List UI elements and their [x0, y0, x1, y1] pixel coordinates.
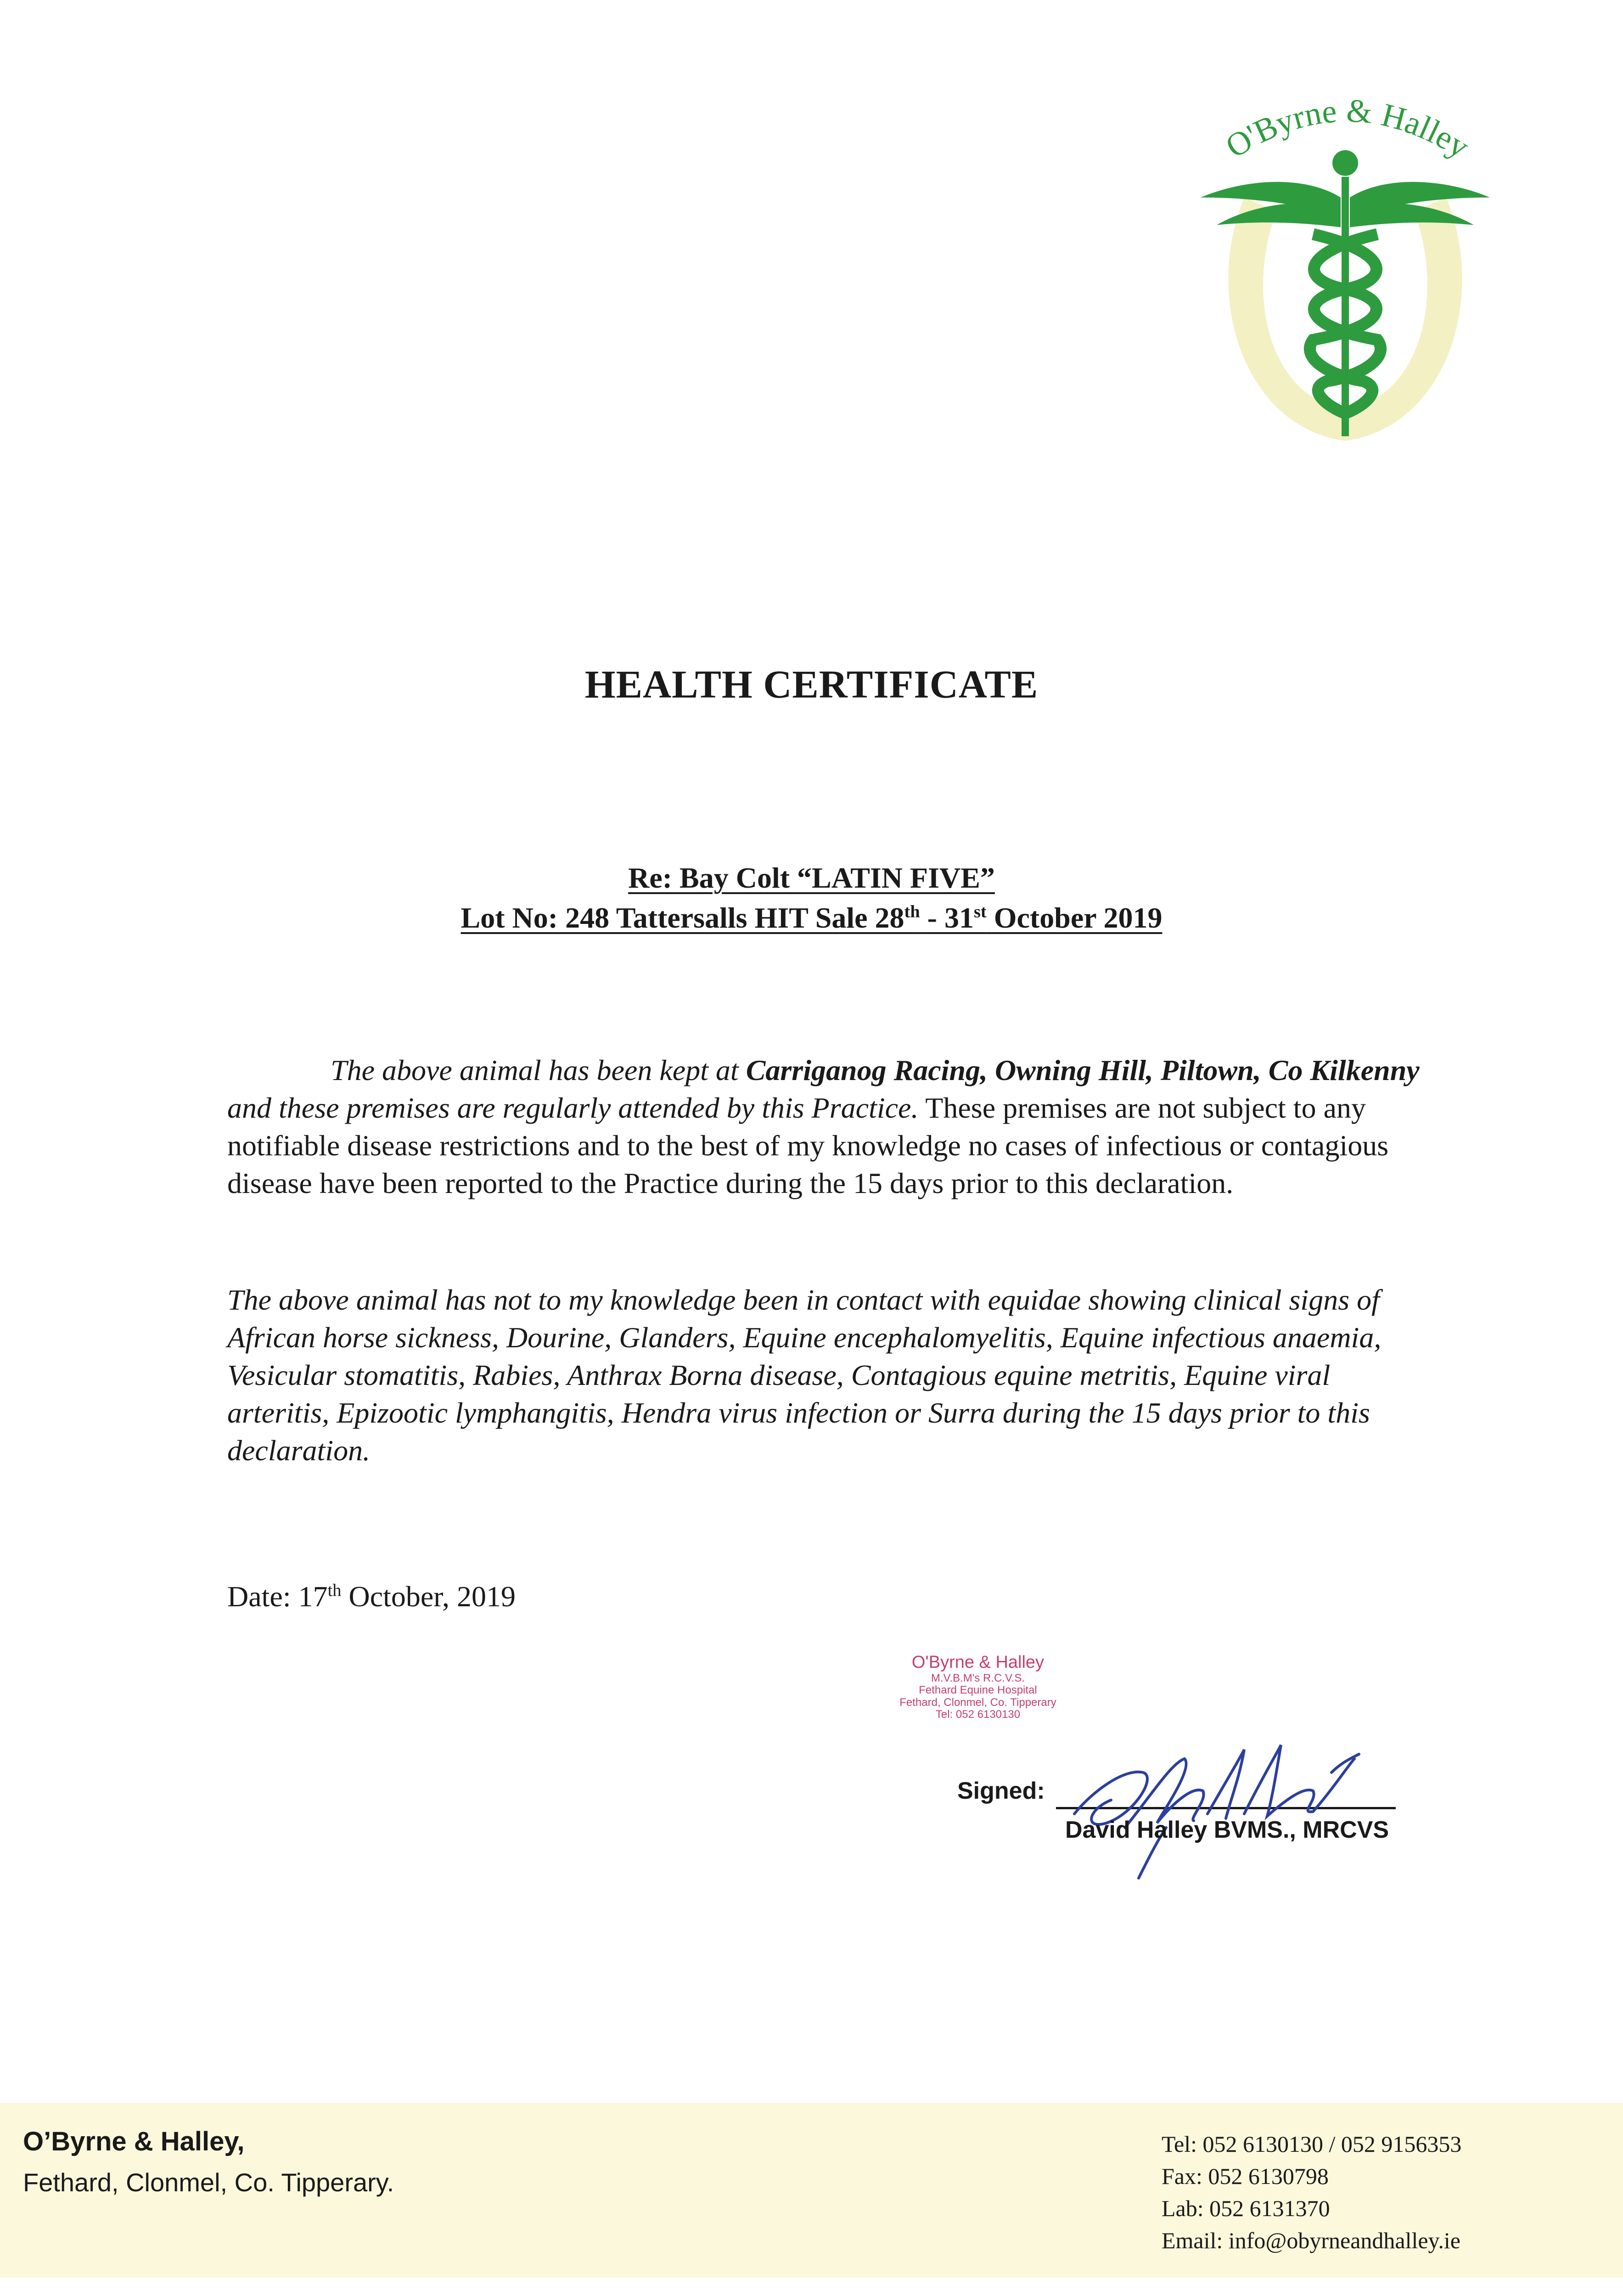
footer-tel: Tel: 052 6130130 / 052 9156353: [1162, 2131, 1462, 2157]
footer-address: Fethard, Clonmel, Co. Tipperary.: [23, 2168, 394, 2197]
re-line: [0, 861, 1623, 895]
para1-premises: Carriganog Racing, Owning Hill, Piltown, Co Kilkenny: [746, 1054, 1420, 1086]
certificate-date: [227, 1580, 516, 1614]
logo-text: O'Byrne & Halley: [1219, 92, 1476, 166]
practice-logo: [1175, 60, 1515, 455]
stamp-line-5: Tel: 052 6130130: [935, 1708, 1021, 1721]
premises-paragraph: [227, 1052, 1421, 1202]
para1-rest: These premises are not subject to any notifiable disease restrictions and to the best of my knowledge no cases of infectious or contagious disease have been reported to the Practice during the 15 days prior to this declaration.: [227, 1092, 1389, 1199]
lot-text-b: - 31: [920, 901, 974, 934]
lot-details: [461, 901, 1162, 934]
practice-stamp: [872, 1653, 1084, 1721]
lot-sup-1: th: [904, 902, 920, 922]
footer-practice-name: O’Byrne & Halley,: [23, 2127, 245, 2156]
stamp-line-2: M.V.B.M's R.C.V.S.: [931, 1671, 1025, 1684]
re-colt-name: Re: Bay Colt “LATIN FIVE”: [628, 861, 995, 894]
stamp-line-1: O'Byrne & Halley: [911, 1653, 1045, 1672]
signatory-name: David Halley BVMS., MRCVS: [1065, 1817, 1389, 1843]
footer-lab: Lab: 052 6131370: [1162, 2195, 1330, 2221]
stamp-line-3: Fethard Equine Hospital: [919, 1684, 1037, 1697]
lot-text-a: Lot No: 248 Tattersalls HIT Sale 28: [461, 901, 904, 934]
footer-fax: Fax: 052 6130798: [1162, 2163, 1329, 2189]
footer-email[interactable]: Email: info@obyrneandhalley.ie: [1162, 2228, 1460, 2253]
stamp-line-4: Fethard, Clonmel, Co. Tipperary: [899, 1696, 1056, 1709]
para1-intro: The above animal has been kept at: [331, 1054, 746, 1086]
date-label: Date: 17: [227, 1580, 328, 1613]
lot-text-c: October 2019: [986, 901, 1162, 934]
date-sup: th: [327, 1581, 342, 1600]
lot-sup-2: st: [973, 902, 987, 922]
signed-label: Signed:: [957, 1778, 1045, 1804]
document-title: HEALTH CERTIFICATE: [584, 662, 1039, 706]
date-rest: October, 2019: [341, 1580, 516, 1613]
lot-line: [0, 901, 1623, 935]
disease-contact-paragraph: The above animal has not to my knowledge been in contact with equidae showing clinical signs of African horse sickness, Dourine, Glanders, Equine encephalomyelitis, Equine infectious anaemia, Vesicular stomatitis, Rabies, Anthrax Borna disease, Contagious equine metritis, Equine viral arteritis, Epizootic lymphangitis, Hendra virus infection or Surra during the 15 days prior to this declaration.: [227, 1283, 1382, 1467]
para1-attended: and these premises are regularly attended by this Practice.: [227, 1092, 919, 1124]
handwritten-signature: [1056, 1708, 1377, 1892]
